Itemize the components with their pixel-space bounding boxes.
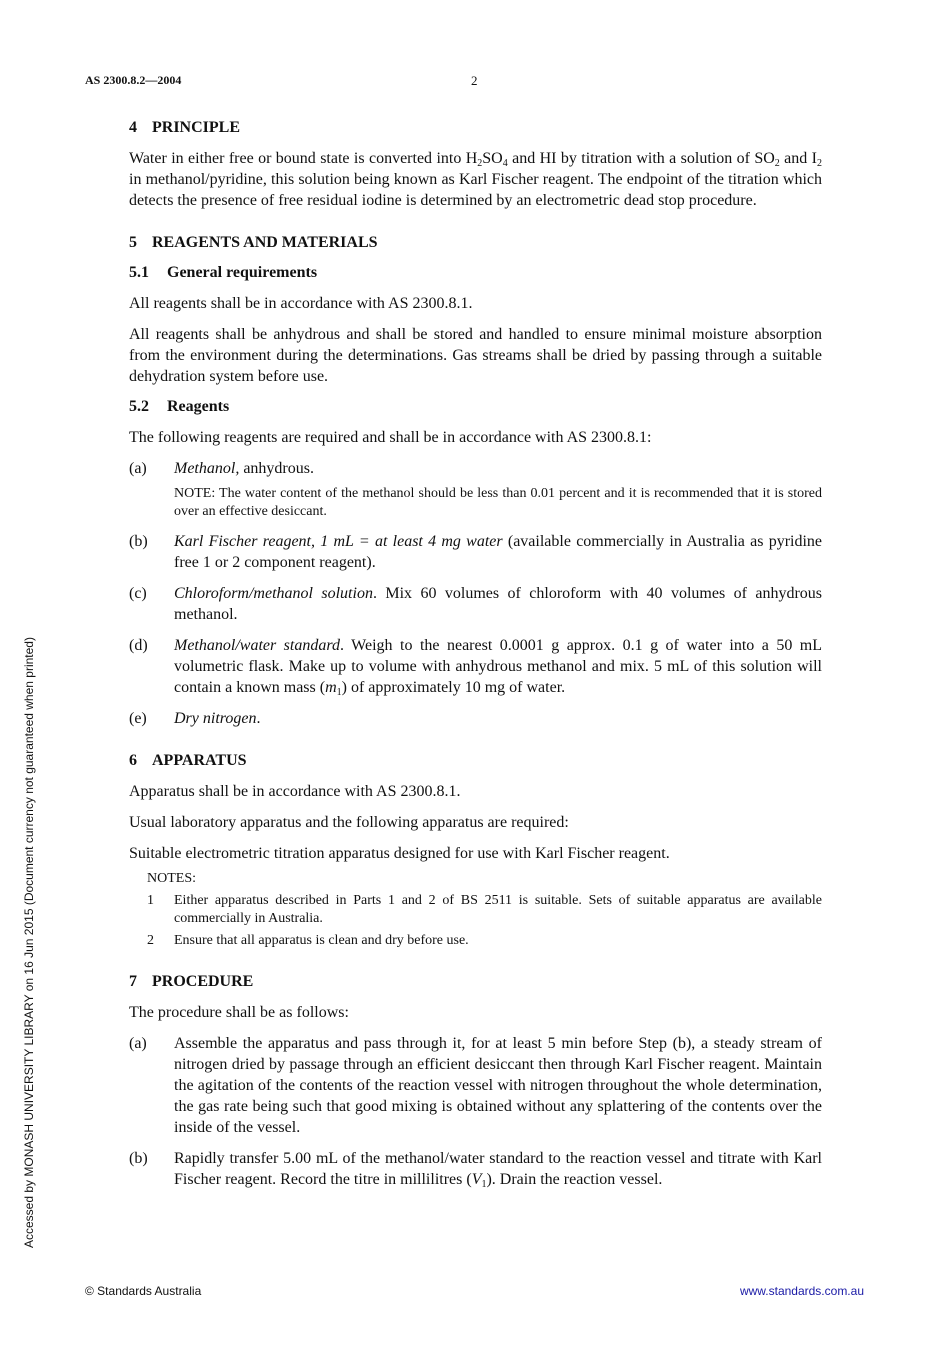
item-label: (a): [129, 460, 147, 477]
website-link[interactable]: www.standards.com.au: [739, 1284, 864, 1298]
section-number: 4: [129, 119, 137, 136]
page-number: 2: [471, 73, 478, 88]
section-number: 6: [129, 752, 137, 769]
document-body: [129, 118, 822, 1190]
paragraph: Suitable electrometric titration apparatus designed for use with Karl Fischer reagent.: [129, 845, 670, 862]
section-title: PROCEDURE: [152, 973, 254, 990]
subsection-5-2-heading: 5.2 Reagents: [129, 398, 230, 415]
reagent-item: (a) Methanol, anhydrous.: [129, 460, 314, 477]
note-item: 2 Ensure that all apparatus is clean and dry before use.: [147, 933, 469, 948]
paragraph: The procedure shall be as follows:: [129, 1004, 349, 1021]
item-label: (e): [129, 710, 147, 727]
notes-title: NOTES:: [147, 871, 196, 886]
item-label: (a): [129, 1035, 147, 1052]
reagent-item: (d) Methanol/water standard. Weigh to the nearest 0.0001 g approx. 0.1 g of water into a 50 mL volumetric flask. Make up to volume with anhydrous methanol and mix. 5 mL of this solution will contain a known mass $(m_1)$ of approximately 10 mg of water.: [129, 637, 823, 698]
item-label: (b): [129, 1150, 148, 1167]
procedure-step: (a) Assemble the apparatus and pass through it, for at least 5 min before Step (b), a steady stream of nitrogen dried by passage through an efficient desiccant then through Karl Fischer reagent. Maintain the agitation of the contents of the reaction vessel with nitrogen throughout the whole determination, the gas rate being such that good mixing is obtained without any splattering of the contents over the inside of the vessel.: [129, 1035, 822, 1136]
reagent-item: (c) Chloroform/methanol solution. Mix 60 volumes of chloroform with 40 volumes of anhydrous methanol.: [129, 585, 823, 623]
reagent-item: (b) Karl Fischer reagent, 1 mL = at least 4 mg water (available commercially in Australia as pyridine free 1 or 2 component reagent).: [129, 533, 823, 571]
note: NOTE: The water content of the methanol should be less than 0.01 percent and it is recommended that it is stored over an effective desiccant.: [174, 486, 822, 519]
standard-number: AS 2300.8.2—2004: [85, 73, 182, 87]
section-5-heading: [129, 233, 822, 253]
principle-paragraph: Water in either free or bound state is converted into $H_2SO_4$ and HI by titration with a solution of $SO_2$ and $I_2$ in methanol/pyridine, this solution being known as Karl Fischer reagent. The endpoint of the titration which detects the presence of free residual iodine is determined by an electrometric dead stop procedure.: [129, 150, 822, 209]
note-item: 1 Either apparatus described in Parts 1 and 2 of BS 2511 is suitable. Sets of suitable apparatus are available commercially in Australia.: [147, 893, 822, 926]
subsection-5-1-heading: 5.1 General requirements: [129, 264, 318, 281]
paragraph: Apparatus shall be in accordance with AS 2300.8.1.: [129, 783, 461, 800]
paragraph: All reagents shall be anhydrous and shall be stored and handled to ensure minimal moisture absorption from the environment during the determinations. Gas streams shall be dried by passing through a suitable dehydration system before use.: [129, 326, 822, 385]
section-6-heading: [129, 751, 822, 771]
access-watermark: Accessed by MONASH UNIVERSITY LIBRARY on 16 Jun 2015 (Document currency not guaranteed when printed): [22, 637, 36, 1248]
item-label: (c): [129, 585, 147, 602]
section-title: REAGENTS AND MATERIALS: [152, 234, 378, 251]
paragraph: The following reagents are required and shall be in accordance with AS 2300.8.1:: [129, 429, 652, 446]
section-title: APPARATUS: [152, 752, 247, 769]
reagent-item: (e) Dry nitrogen.: [129, 710, 261, 727]
paragraph: Usual laboratory apparatus and the following apparatus are required:: [129, 814, 569, 831]
section-4-heading: [129, 118, 822, 138]
section-7-heading: [129, 972, 822, 992]
copyright-footer: © Standards Australia: [85, 1284, 202, 1298]
item-label: (b): [129, 533, 148, 550]
section-number: 5: [129, 234, 137, 251]
section-number: 7: [129, 973, 137, 990]
item-label: (d): [129, 637, 148, 654]
paragraph: All reagents shall be in accordance with AS 2300.8.1.: [129, 295, 473, 312]
section-title: PRINCIPLE: [152, 119, 241, 136]
procedure-step: (b) Rapidly transfer 5.00 mL of the methanol/water standard to the reaction vessel and titrate with Karl Fischer reagent. Record the titre in millilitres $(V_1)$. Drain the reaction vessel.: [129, 1150, 822, 1190]
